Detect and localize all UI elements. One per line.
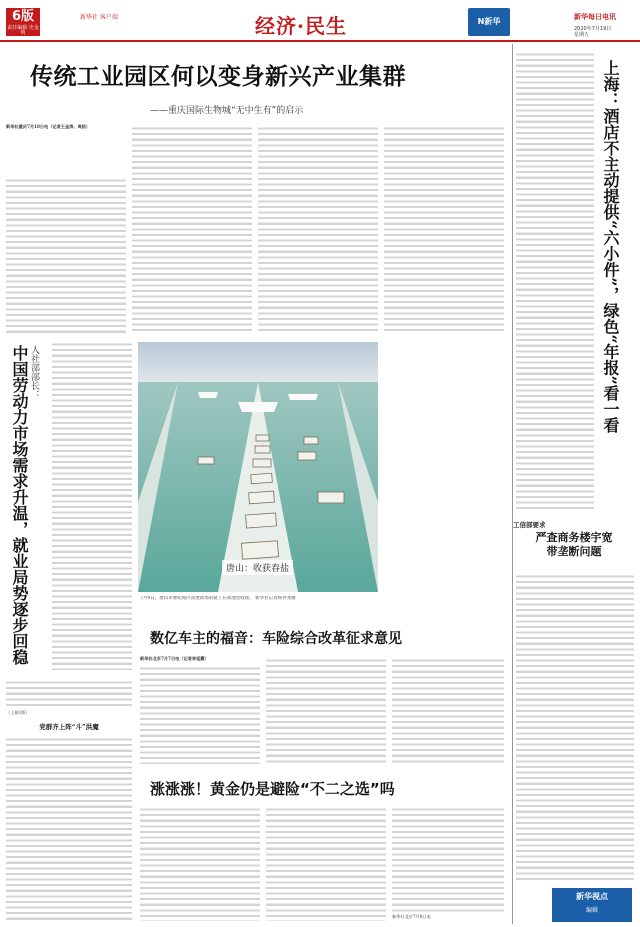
- lead-text-lines-2: [132, 124, 252, 334]
- right-box-text: [516, 572, 634, 882]
- lead-text-lines-3: [258, 124, 378, 334]
- article2-byline: 新华社北京7月7日电（记者李延霞）: [140, 656, 209, 661]
- article3-text-2: [266, 805, 386, 921]
- column-divider: [512, 44, 513, 924]
- xinhua-app-logo: [80, 14, 118, 21]
- editor-credit: 责任编辑 史金明: [7, 25, 39, 36]
- header-rule: [0, 40, 640, 42]
- left-feature-headline: 中国劳动力市场需求升温，就业局势逐步回稳: [10, 345, 29, 665]
- page-number-tab: [6, 8, 40, 36]
- left-feature-text: [52, 340, 132, 670]
- article3-byline: 新华社北京7月8日电: [392, 914, 431, 919]
- article2-headline: 数亿车主的福音：车险综合改革征求意见: [150, 631, 402, 647]
- photo-caption-tag: 唐山：收获春盐: [222, 560, 293, 575]
- date-text: 2020年7月19日: [574, 26, 612, 32]
- article2-text-1: [140, 664, 260, 764]
- right-feature-headline: 上海：酒店不主动提供“六小件”，绿色“年报”看一看: [601, 60, 620, 433]
- right-box-label: 工信部要求: [513, 521, 546, 529]
- xinhua-viewpoint-logo: [552, 888, 632, 922]
- xinhua-logo-text: 新华社 客户端: [80, 14, 118, 21]
- lead-subhead: ——重庆国际生物城“无中生有”的启示: [150, 106, 304, 116]
- photo-caption-text: 7月9日，唐山市曹妃甸区南堡盐场的盐工在盐池里收盐。: [140, 596, 254, 601]
- left-feature-text-tail: [6, 678, 132, 708]
- right-box-headline: 严查商务楼宇宽带垄断问题: [535, 531, 613, 558]
- right-box: [513, 520, 635, 564]
- article3-text-3: [392, 805, 504, 913]
- lead-headline: 传统工业园区何以变身新兴产业集群: [30, 64, 406, 90]
- lead-text-lines-4: [384, 124, 504, 334]
- footer-label: 编辑: [585, 907, 598, 914]
- article3-headline: 涨涨涨！黄金仍是避险“不二之选”吗: [150, 780, 395, 798]
- masthead: 新华每日电讯: [574, 13, 616, 21]
- left-feature-source: 人社部部长：: [29, 345, 39, 399]
- article2-text-2: [266, 656, 386, 764]
- photo-caption: [140, 596, 376, 610]
- section-title: 经济·民生: [255, 14, 347, 38]
- footer-logo-text: 新华视点: [576, 892, 608, 901]
- issue-date: [574, 26, 611, 38]
- page-number: 6版: [11, 9, 35, 24]
- salt-field-photo: [138, 342, 378, 592]
- article2-text-3: [392, 656, 504, 764]
- article3-text-1: [140, 805, 260, 921]
- lead-byline: 新华社重庆7月18日电（记者王金涛、周凯）: [6, 124, 91, 129]
- right-feature-text: [516, 50, 594, 510]
- salt-field-illustration: [138, 342, 378, 592]
- left-bottom-text: [6, 735, 132, 921]
- photo-credit: 新华社记者杨世尧摄: [255, 596, 296, 601]
- lead-text-lines-1: [6, 176, 126, 334]
- xinhua-brand-logo: N新华: [468, 8, 510, 36]
- continued-note: （上接1版）: [6, 710, 30, 715]
- left-bottom-headline: 党群齐上阵“斗”洪魔: [39, 723, 99, 731]
- weekday-text: 星期五: [574, 32, 590, 38]
